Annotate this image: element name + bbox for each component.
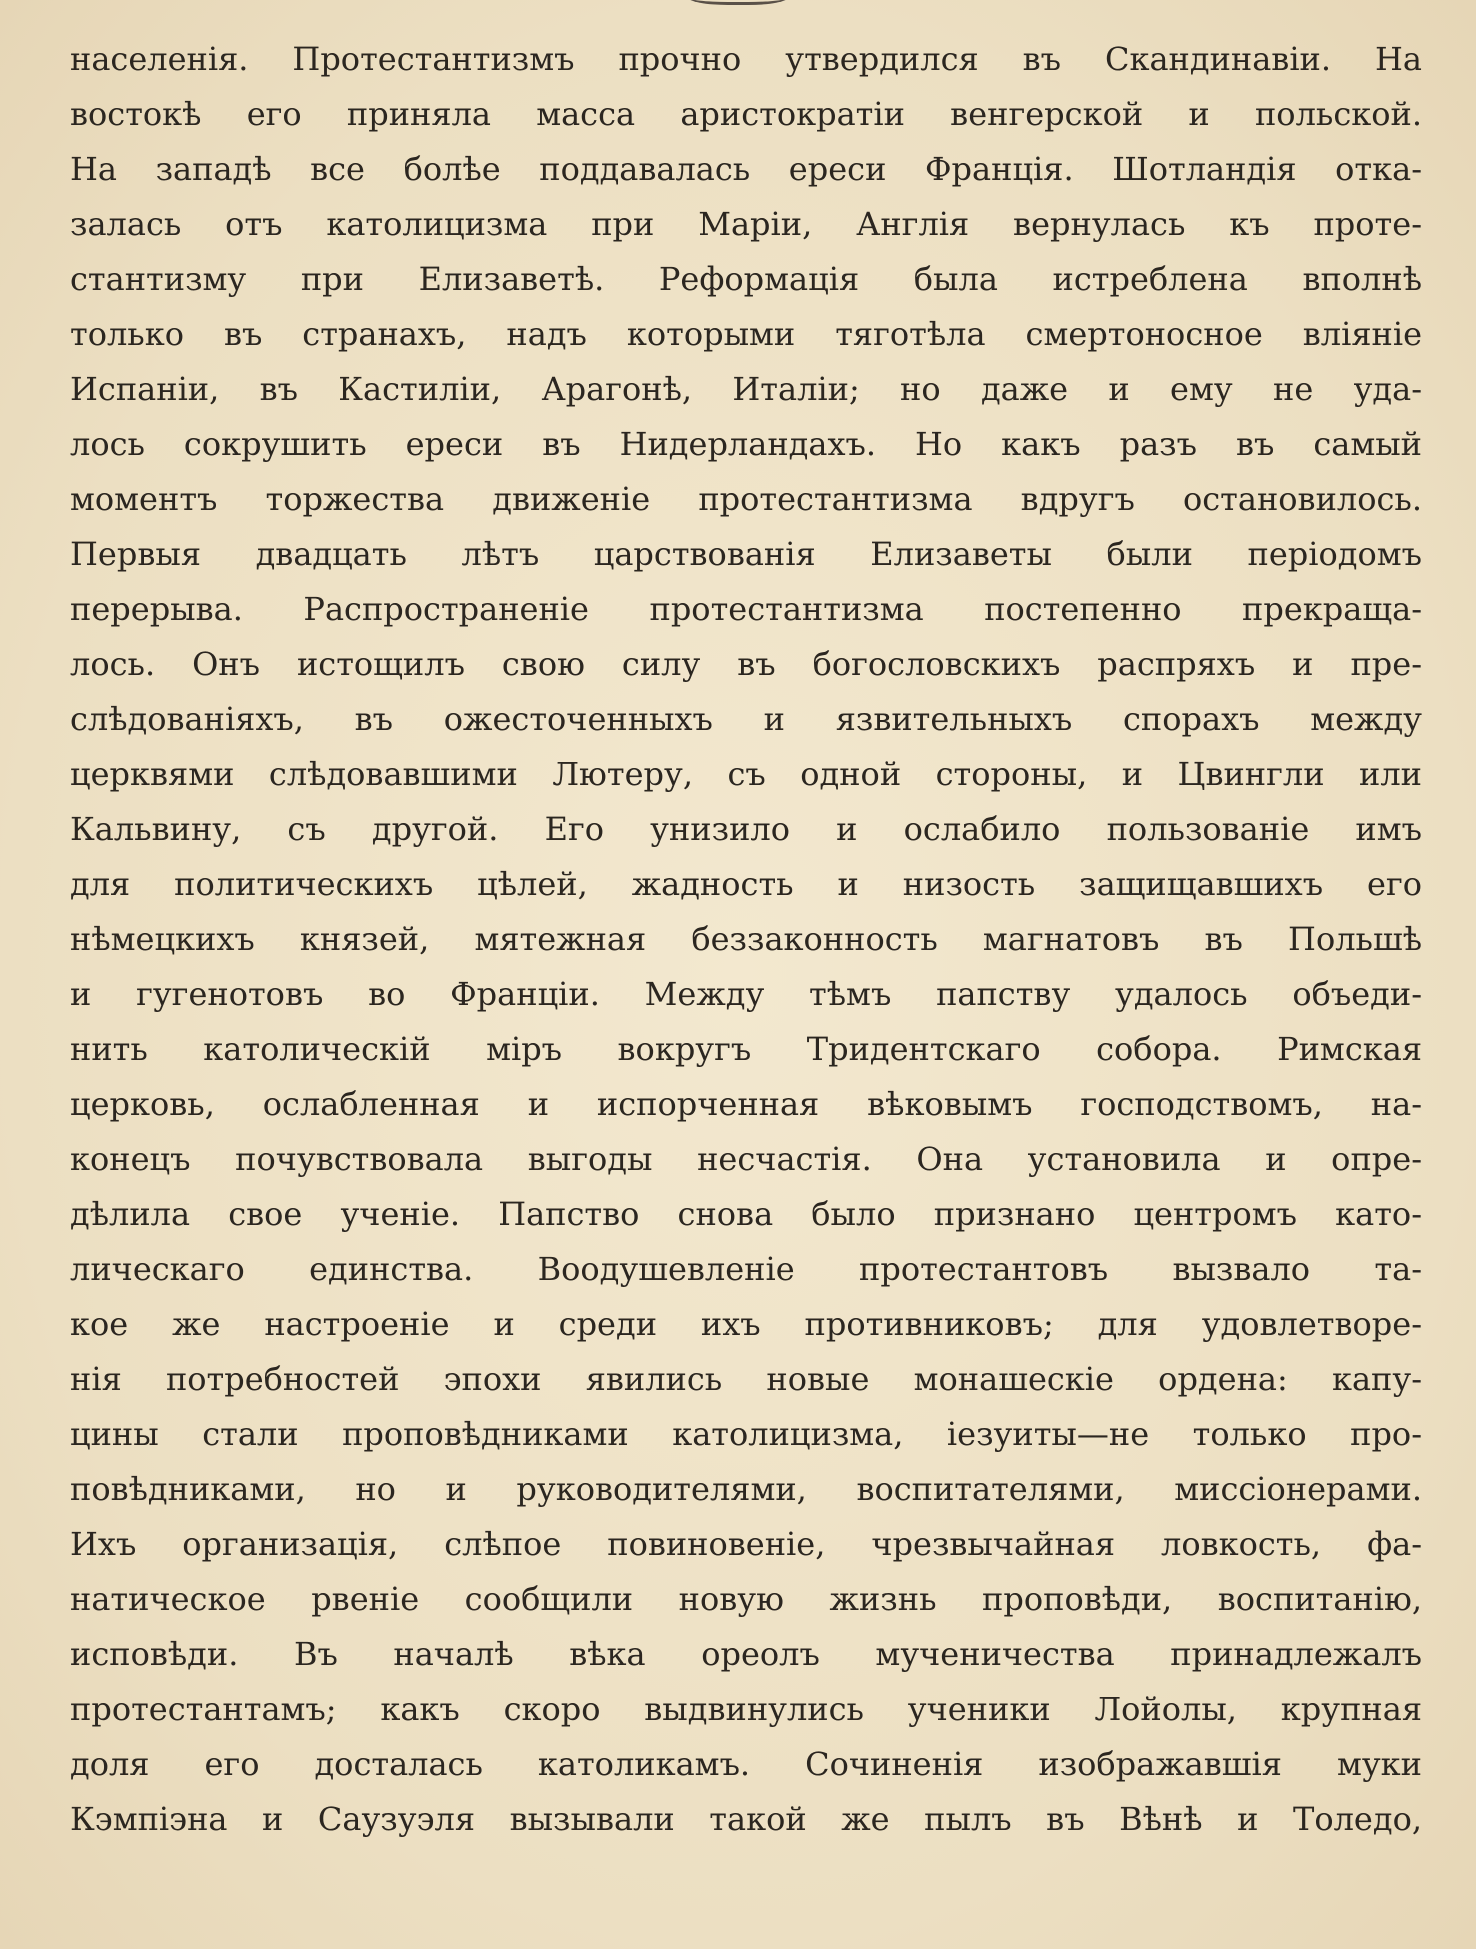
text-line: Первыя двадцать лѣтъ царствованія Елизаветы были періодомъ [70, 535, 1422, 573]
text-line: На западѣ все болѣе поддавалась ереси Франція. Шотландія отка- [70, 150, 1422, 188]
text-line: дѣлила свое ученіе. Папство снова было признано центромъ като- [70, 1195, 1422, 1233]
text-line: доля его досталась католикамъ. Сочиненія изображавшія муки [70, 1745, 1422, 1783]
body-text [70, 32, 1422, 1847]
text-line: цины стали проповѣдниками католицизма, іезуиты—не только про- [70, 1415, 1422, 1453]
text-line: Ихъ организація, слѣпое повиновеніе, чрезвычайная ловкость, фа- [70, 1525, 1422, 1563]
text-line: исповѣди. Въ началѣ вѣка ореолъ мученичества принадлежалъ [70, 1635, 1422, 1673]
text-line: нія потребностей эпохи явились новые монашескіе ордена: капу- [70, 1360, 1422, 1398]
page-number-fragment [688, 0, 788, 5]
text-line: лическаго единства. Воодушевленіе протестантовъ вызвало та- [70, 1250, 1422, 1288]
text-line: церквями слѣдовавшими Лютеру, съ одной стороны, и Цвингли или [70, 755, 1422, 793]
text-line: кое же настроеніе и среди ихъ противниковъ; для удовлетворе- [70, 1305, 1422, 1343]
text-line: нѣмецкихъ князей, мятежная беззаконность магнатовъ въ Польшѣ [70, 920, 1422, 958]
text-line: Кэмпіэна и Саузуэля вызывали такой же пылъ въ Вѣнѣ и Толедо, [70, 1800, 1422, 1838]
text-line: конецъ почувствовала выгоды несчастія. Она установила и опре- [70, 1140, 1422, 1178]
text-line: лось сокрушить ереси въ Нидерландахъ. Но какъ разъ въ самый [70, 425, 1422, 463]
text-line: Испаніи, въ Кастиліи, Арагонѣ, Италіи; но даже и ему не уда- [70, 370, 1422, 408]
text-line: перерыва. Распространеніе протестантизма постепенно прекраща- [70, 590, 1422, 628]
text-line: и гугенотовъ во Франціи. Между тѣмъ папству удалось объеди- [70, 975, 1422, 1013]
text-line: натическое рвеніе сообщили новую жизнь проповѣди, воспитанію, [70, 1580, 1422, 1618]
text-line: моментъ торжества движеніе протестантизма вдругъ остановилось. [70, 480, 1422, 518]
text-line: для политическихъ цѣлей, жадность и низость защищавшихъ его [70, 865, 1422, 903]
text-line: только въ странахъ, надъ которыми тяготѣла смертоносное вліяніе [70, 315, 1422, 353]
text-line: слѣдованіяхъ, въ ожесточенныхъ и язвительныхъ спорахъ между [70, 700, 1422, 738]
text-line: залась отъ католицизма при Маріи, Англія вернулась къ проте- [70, 205, 1422, 243]
text-line: стантизму при Елизаветѣ. Реформація была истреблена вполнѣ [70, 260, 1422, 298]
text-line: населенія. Протестантизмъ прочно утвердился въ Скандинавіи. На [70, 40, 1422, 78]
text-line: нить католическій міръ вокругъ Тридентскаго собора. Римская [70, 1030, 1422, 1068]
text-line: повѣдниками, но и руководителями, воспитателями, миссіонерами. [70, 1470, 1422, 1508]
text-line: протестантамъ; какъ скоро выдвинулись ученики Лойолы, крупная [70, 1690, 1422, 1728]
text-line: церковь, ослабленная и испорченная вѣковымъ господствомъ, на- [70, 1085, 1422, 1123]
text-line: лось. Онъ истощилъ свою силу въ богословскихъ распряхъ и пре- [70, 645, 1422, 683]
text-line: Кальвину, съ другой. Его унизило и ослабило пользованіе имъ [70, 810, 1422, 848]
text-line: востокѣ его приняла масса аристократіи венгерской и польской. [70, 95, 1422, 133]
